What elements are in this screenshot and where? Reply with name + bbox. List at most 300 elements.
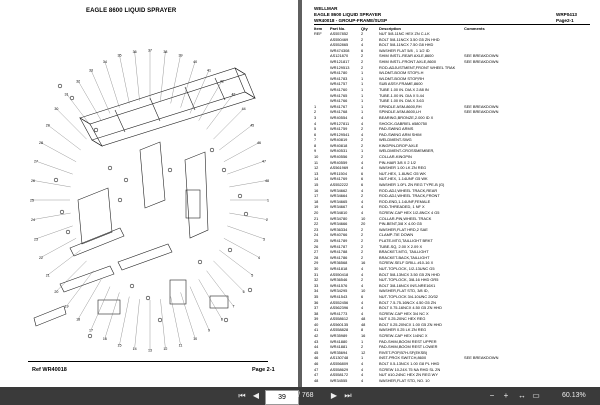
next-page-icon[interactable]: ▶: [330, 391, 338, 400]
col-qty: Qty: [361, 26, 368, 31]
leader-line: [227, 226, 265, 242]
fastener: [118, 198, 122, 202]
leader-line: [190, 287, 210, 333]
callout-number: 17: [89, 328, 93, 333]
fastener: [238, 194, 242, 198]
row-description: NUT-TOPLOCK, 3/8-16 HHD GR5: [379, 277, 439, 283]
row-part-no: WR41766: [330, 98, 348, 104]
row-qty: 1: [361, 86, 364, 92]
row-part-no: WR34667: [330, 204, 348, 210]
row-description: ROD-ADJUSTMENT,FRONT WHEEL TRAK: [379, 64, 456, 70]
callout-number: 47: [261, 159, 266, 164]
track-rod: [70, 228, 124, 256]
row-part-no: AS552865: [330, 42, 349, 48]
row-description: NUT-TOPLOCK 3/4-10UNC 20/32: [379, 293, 438, 299]
row-item: 27: [314, 249, 319, 255]
row-qty: 2: [361, 126, 364, 132]
fastener: [222, 168, 226, 172]
leader-line: [160, 299, 168, 352]
row-qty: 4: [361, 210, 364, 215]
row-description: BOLT 0.25-20NCX 1.00 G5 ZN HHD: [379, 321, 442, 327]
row-part-no: WR34780: [330, 215, 348, 221]
callout-number: 2: [265, 218, 268, 223]
fastener: [66, 230, 70, 234]
row-description: SCREW 10-24X.75 NA RHD SL ZN: [379, 366, 441, 372]
row-description: NUT 5/8-11NC HEX ZN C-LK: [379, 31, 430, 36]
row-description: BRACKET-MTG, TAILLIGHT: [379, 249, 429, 255]
table-row: [314, 378, 596, 384]
page-total: / 768: [298, 392, 314, 399]
row-qty: 2: [361, 64, 364, 70]
zoom-out-icon[interactable]: −: [489, 391, 495, 400]
row-item: 43: [314, 338, 319, 344]
row-description: WLDMT-BOOM STOP,LH: [379, 70, 424, 76]
leader-line: [117, 297, 129, 348]
fastener: [94, 128, 98, 132]
row-description: WASHER 1.0FL ZN REG TYPE-B (G): [379, 182, 445, 188]
row-qty: 1: [361, 338, 364, 344]
last-page-icon[interactable]: ⏭: [344, 391, 352, 400]
section-title: WR40018 - GROUP-FRAME/SUSP: [314, 18, 388, 23]
row-description: WASHER,FLAT STD, 3/8 ID,: [379, 288, 429, 294]
row-part-no: WR41768: [330, 109, 348, 115]
fit-page-icon[interactable]: ▭: [532, 391, 540, 400]
frame-rail: [80, 68, 245, 124]
row-description: BOLT 0.5-13NCX 1.00 G8 PL HHD: [379, 361, 440, 367]
row-item: 9: [314, 148, 317, 154]
row-part-no: WR34555: [330, 377, 348, 383]
right-page-number: Page2-1: [556, 18, 574, 23]
row-qty: 6: [361, 47, 364, 53]
row-part-no: WR41759: [330, 126, 348, 132]
row-part-no: WR41769: [330, 176, 348, 182]
callout-number: 10: [193, 337, 198, 342]
row-item: 26: [314, 243, 319, 249]
leader-line: [64, 92, 94, 129]
frame-end: [80, 118, 102, 146]
row-description: SPINDLE ASM-8600,LH: [379, 109, 421, 115]
parts-table: [314, 31, 596, 383]
row-item: 40: [314, 321, 319, 327]
row-description: BOLT 5/8-13NCX 3.50 G5 ZN HHD: [379, 271, 440, 277]
row-qty: 1: [361, 109, 364, 115]
row-part-no: AS552222: [330, 182, 349, 188]
row-qty: 10: [361, 215, 366, 221]
row-description: WELDMENT-SWG: [379, 137, 412, 143]
row-description: WASHER,FLAT STD, NO. 10: [379, 377, 430, 383]
callout-number: 30: [54, 107, 59, 112]
callout-number: 29: [45, 123, 50, 128]
row-item: 20: [314, 210, 319, 215]
row-description: SUB ASSY-FRAME,8600: [379, 81, 423, 87]
row-part-no: WR40819: [330, 137, 348, 143]
leader-line: [219, 123, 255, 150]
row-part-no: WR36334: [330, 226, 348, 232]
leader-line: [224, 141, 262, 162]
row-qty: 6: [361, 182, 364, 188]
callout-number: 4: [258, 255, 261, 260]
leader-line: [105, 292, 120, 338]
callout-number: 35: [117, 53, 122, 58]
row-description: WASHER FLAT 5/8 , 1 1/2 ID: [379, 47, 430, 53]
row-qty: 2: [361, 232, 364, 238]
row-item: 23: [314, 226, 319, 232]
leader-line: [132, 49, 140, 101]
row-description: NUT-HEX, 1-14UNF G5 WK: [379, 176, 428, 182]
prev-page-icon[interactable]: ◀: [252, 391, 260, 400]
leader-line: [213, 109, 243, 139]
row-part-no: WR11504: [330, 170, 348, 176]
row-qty: 12: [361, 349, 366, 355]
row-part-no: WR40766: [330, 232, 348, 238]
frame-end: [235, 68, 255, 98]
callout-number: 38: [163, 49, 168, 54]
leader-line: [67, 271, 94, 306]
leader-line: [181, 61, 196, 107]
row-qty: 4: [361, 120, 364, 126]
leader-line: [199, 279, 222, 319]
zoom-level: 60.13%: [562, 392, 586, 399]
row-description: NUT-TOPLOCK, 1/2-13UNC G5: [379, 265, 435, 271]
row-description: BEARING,BRONZE,2.000 ID X: [379, 114, 434, 120]
row-qty: 20: [361, 221, 366, 227]
row-qty: 2: [361, 254, 364, 260]
row-part-no: WR41773: [330, 310, 348, 316]
leader-line: [36, 161, 73, 174]
callout-number: 1: [267, 198, 269, 203]
row-item: 33: [314, 282, 319, 288]
fastener: [168, 168, 172, 172]
row-description: TUBE-1.00 IN. DIA X 5.44: [379, 92, 424, 98]
row-part-no: WR41881: [330, 344, 348, 350]
callout-number: 48: [264, 178, 269, 183]
row-qty: 8: [361, 327, 364, 333]
row-qty: 6: [361, 170, 364, 176]
row-item: 15: [314, 182, 319, 188]
page-number-input[interactable]: [265, 390, 299, 405]
row-part-no: WR41787: [330, 243, 348, 249]
row-part-no: WR35694: [330, 349, 348, 355]
bracket: [98, 300, 120, 314]
row-description: WASHER 0.25 LK ZN REG: [379, 327, 427, 333]
callout-number: 18: [76, 317, 81, 322]
row-item: 18: [314, 198, 319, 204]
callout-number: 14: [132, 347, 137, 352]
row-description: COLLAR-PIN,WHEEL TRACK: [379, 215, 432, 221]
row-item: 34: [314, 288, 319, 294]
row-description: RIVET-POP,B7H-SF(EKSB): [379, 349, 428, 355]
row-item: 44: [314, 344, 319, 350]
row-item: 21: [314, 215, 319, 221]
row-description: CLAMP-TIE DOWN: [379, 232, 414, 238]
row-part-no: WR41767: [330, 103, 348, 109]
row-part-no: WR40554: [330, 114, 348, 120]
callout-number: 41: [207, 68, 211, 73]
callout-number: 32: [76, 79, 81, 84]
row-qty: 4: [361, 282, 364, 288]
row-part-no: AS558629: [330, 366, 349, 372]
first-page-icon[interactable]: ⏮: [238, 391, 246, 400]
row-description: SHIM INSTL-FRONT AXLE,8600: [379, 58, 437, 64]
row-item: 19: [314, 204, 319, 210]
viewer-toolbar: [0, 387, 600, 405]
row-part-no: WR36546: [330, 277, 348, 283]
callout-number: 22: [38, 255, 43, 260]
row-part-no: WR40559: [330, 159, 348, 165]
row-qty: 4: [361, 271, 364, 277]
row-part-no: AS121870: [330, 53, 349, 59]
row-part-no: WR34295: [330, 288, 348, 294]
row-part-no: WR40531: [330, 148, 348, 154]
track-rod: [118, 244, 172, 270]
row-item: 11: [314, 159, 319, 165]
leader-line: [207, 94, 234, 129]
row-part-no: WR40556: [330, 154, 348, 160]
callout-number: 3: [262, 237, 265, 242]
zoom-in-icon[interactable]: +: [503, 391, 509, 400]
row-part-no: WR41818: [330, 265, 348, 271]
row-qty: 16: [361, 260, 366, 266]
callout-number: 40: [193, 59, 198, 64]
row-part-no: AS130748: [330, 355, 349, 361]
row-part-no: WR41789: [330, 237, 348, 243]
callout-number: 31: [64, 92, 69, 97]
col-part-no: Part No.: [330, 26, 346, 31]
taillight-bracket: [170, 280, 186, 304]
footer-rule: [28, 361, 268, 362]
fastener: [124, 178, 128, 182]
right-page: [302, 0, 600, 387]
leader-line: [34, 226, 73, 242]
row-qty: 2: [361, 142, 364, 148]
leader-line: [89, 287, 110, 333]
row-description: NUT 0.25-20NC HEX REG: [379, 316, 426, 322]
leader-line: [38, 141, 76, 162]
row-qty: 4: [361, 366, 364, 372]
row-description: BOLT 0.75-16NCX 4.50 G5 ZN HHD: [379, 305, 442, 311]
row-part-no: WR474308: [330, 47, 350, 53]
row-description: SCREW-SELF DRILL #10-16 X: [379, 260, 434, 266]
row-part-no: WR127811: [330, 120, 350, 126]
row-part-no: AS557852: [330, 31, 349, 36]
leader-line: [199, 81, 222, 121]
row-qty: 4: [361, 204, 364, 210]
document-number: WRP0413: [556, 12, 577, 17]
row-qty: 4: [361, 361, 364, 367]
row-description: WASHER 1.00 LK ZN REG: [379, 165, 427, 171]
row-item: 8: [314, 142, 317, 148]
leader-line: [219, 250, 252, 275]
callout-number: 19: [64, 304, 69, 309]
row-qty: 4: [361, 377, 364, 383]
row-qty: 2: [361, 58, 364, 64]
fastener: [244, 212, 248, 216]
row-comments: SEE BREAKDOWN: [464, 103, 499, 109]
row-description: ROD-THREADED, 1 NF X: [379, 204, 425, 210]
swing-arm: [78, 188, 112, 244]
row-part-no: WR41757: [330, 81, 348, 87]
callout-number: 24: [31, 218, 36, 223]
leader-line: [181, 292, 196, 338]
row-description: ROD-ADJ,WHEEL TRACK,REAR: [379, 187, 438, 193]
row-description: WELDMENT-CROSSMEMBER,: [379, 148, 435, 154]
row-part-no: WR41765: [330, 92, 348, 98]
callout-number: 25: [30, 198, 34, 203]
row-item: REF: [314, 31, 322, 36]
row-part-no: WR41576: [330, 282, 348, 288]
leader-line: [33, 180, 71, 187]
row-part-no: WR41760: [330, 86, 348, 92]
row-comments: SEE BREAKDOWN: [464, 355, 499, 361]
row-qty: 2: [361, 243, 364, 249]
row-part-no: WR40818: [330, 142, 348, 148]
row-part-no: WR121817: [330, 58, 350, 64]
row-qty: 1: [361, 70, 364, 76]
leader-line: [213, 261, 243, 291]
row-part-no: WR34664: [330, 193, 348, 199]
row-item: 45: [314, 349, 319, 355]
row-item: 1: [314, 103, 317, 109]
row-item: 25: [314, 237, 319, 243]
row-qty: 48: [361, 321, 366, 327]
row-qty: 1: [361, 81, 364, 87]
exploded-parts-diagram: [0, 0, 298, 387]
row-part-no: AS556809: [330, 361, 349, 367]
row-item: 22: [314, 221, 319, 227]
callout-number: 42: [219, 79, 224, 84]
row-item: 39: [314, 316, 319, 322]
parts-title: EAGLE 8600 LIQUID SPRAYER: [314, 12, 382, 17]
callout-number: 20: [54, 289, 59, 294]
callout-number: 33: [89, 68, 93, 73]
row-part-no: WR41543: [330, 293, 348, 299]
mount-plate: [210, 296, 228, 308]
fastener: [58, 84, 62, 88]
row-qty: 4: [361, 198, 364, 204]
row-qty: 2: [361, 249, 364, 255]
row-item: 46: [314, 355, 319, 361]
row-part-no: WR34665: [330, 198, 348, 204]
callout-number: 7: [232, 304, 235, 309]
row-item: 32: [314, 277, 319, 283]
row-description: TUBE 1.00 IN. DIA X 2.88 IN: [379, 86, 429, 92]
fastener: [228, 248, 232, 252]
row-item: 47: [314, 366, 319, 372]
row-part-no: AS558172: [330, 372, 349, 378]
leader-line: [91, 70, 110, 113]
row-qty: 2: [361, 237, 364, 243]
callout-number: 44: [241, 107, 246, 112]
row-qty: 2: [361, 137, 364, 143]
header-rule: [314, 24, 590, 25]
callout-number: 46: [257, 141, 262, 146]
row-description: PIN-HAIR 3/8 X 2 1/2: [379, 159, 416, 165]
leader-line: [229, 180, 267, 187]
pin: [34, 306, 66, 326]
row-item: 35: [314, 293, 319, 299]
row-item: 47: [314, 372, 319, 378]
row-qty: 48: [361, 316, 366, 322]
fastener: [146, 296, 150, 300]
fastener: [224, 318, 228, 322]
row-item: 42: [314, 333, 319, 339]
row-item: 4: [314, 120, 317, 126]
fastener: [210, 148, 214, 152]
row-part-no: AS550469: [330, 36, 349, 42]
row-description: PIN-BENT,3/8 X 4.00 G5: [379, 221, 422, 227]
row-description: BOLT 5/8-11NCX 7.50 G8 HHD: [379, 42, 434, 48]
leader-line: [48, 250, 81, 275]
row-item: 29: [314, 260, 319, 266]
row-description: SCREW-CAP HEX 3/4 NC X: [379, 310, 429, 316]
row-item: 7: [314, 137, 317, 143]
row-comments: SEE BREAKDOWN: [464, 53, 499, 59]
row-part-no: AS550418: [330, 271, 349, 277]
callout-number: 34: [102, 59, 107, 64]
leader-line: [119, 55, 129, 103]
leader-line: [207, 271, 234, 306]
left-page-title: EAGLE 8600 LIQUID SPRAYER: [86, 8, 177, 14]
row-qty: 4: [361, 114, 364, 120]
row-description: NUT #10-24NC HEX ZN REG WY: [379, 372, 438, 378]
row-description: WLDMT-BOOM STOP,RH: [379, 75, 425, 81]
row-qty: 4: [361, 310, 364, 316]
row-description: NUT-HEX, 1-8UNC G5 WK: [379, 170, 426, 176]
row-qty: 4: [361, 165, 364, 171]
row-qty: 4: [361, 372, 364, 378]
row-item: 31: [314, 271, 319, 277]
fit-width-icon[interactable]: ↔: [518, 391, 526, 400]
row-qty: 10: [361, 288, 366, 294]
callout-number: 8: [220, 317, 223, 322]
row-description: TUBE-SQ, 2.00 X 2.09 X: [379, 243, 423, 249]
callout-number: 43: [231, 92, 236, 97]
row-part-no: WR34810: [330, 210, 348, 215]
row-part-no: WR34662: [330, 187, 348, 193]
row-part-no: AS562396: [330, 305, 349, 311]
leader-line: [224, 238, 259, 257]
fastener: [158, 318, 162, 322]
callout-number: 6: [242, 289, 245, 294]
row-item: 36: [314, 299, 319, 305]
row-item: 17: [314, 193, 319, 199]
leader-line: [160, 49, 168, 101]
row-qty: 1: [361, 355, 364, 361]
row-description: WASHER,FLAT HRD,2 SAE: [379, 226, 428, 232]
row-qty: 4: [361, 187, 364, 193]
row-qty: 6: [361, 176, 364, 182]
callout-number: 5: [251, 273, 254, 278]
fastener: [54, 178, 58, 182]
row-item: 14: [314, 176, 319, 182]
row-part-no: WR36568: [330, 260, 348, 266]
drop-axle: [185, 152, 208, 238]
callout-number: 37: [148, 48, 152, 53]
row-qty: 2: [361, 193, 364, 199]
left-page-ref: Ref WR40018: [32, 367, 67, 373]
row-comments: SEE BREAKDOWN: [464, 109, 499, 115]
row-qty: 1: [361, 98, 364, 104]
fastener: [130, 284, 134, 288]
cross-member: [150, 98, 160, 121]
row-description: PAD-SWING ARM SHIM: [379, 131, 422, 137]
row-description: SCREW-CAP HEX 1/4NC X: [379, 333, 428, 339]
leader-line: [45, 123, 81, 150]
callout-number: 16: [102, 337, 107, 342]
leader-line: [102, 59, 120, 107]
row-qty: 16: [361, 333, 366, 339]
row-description: BOLT 5/8-11NCX 3.50 G5 ZN HHD: [379, 36, 440, 42]
